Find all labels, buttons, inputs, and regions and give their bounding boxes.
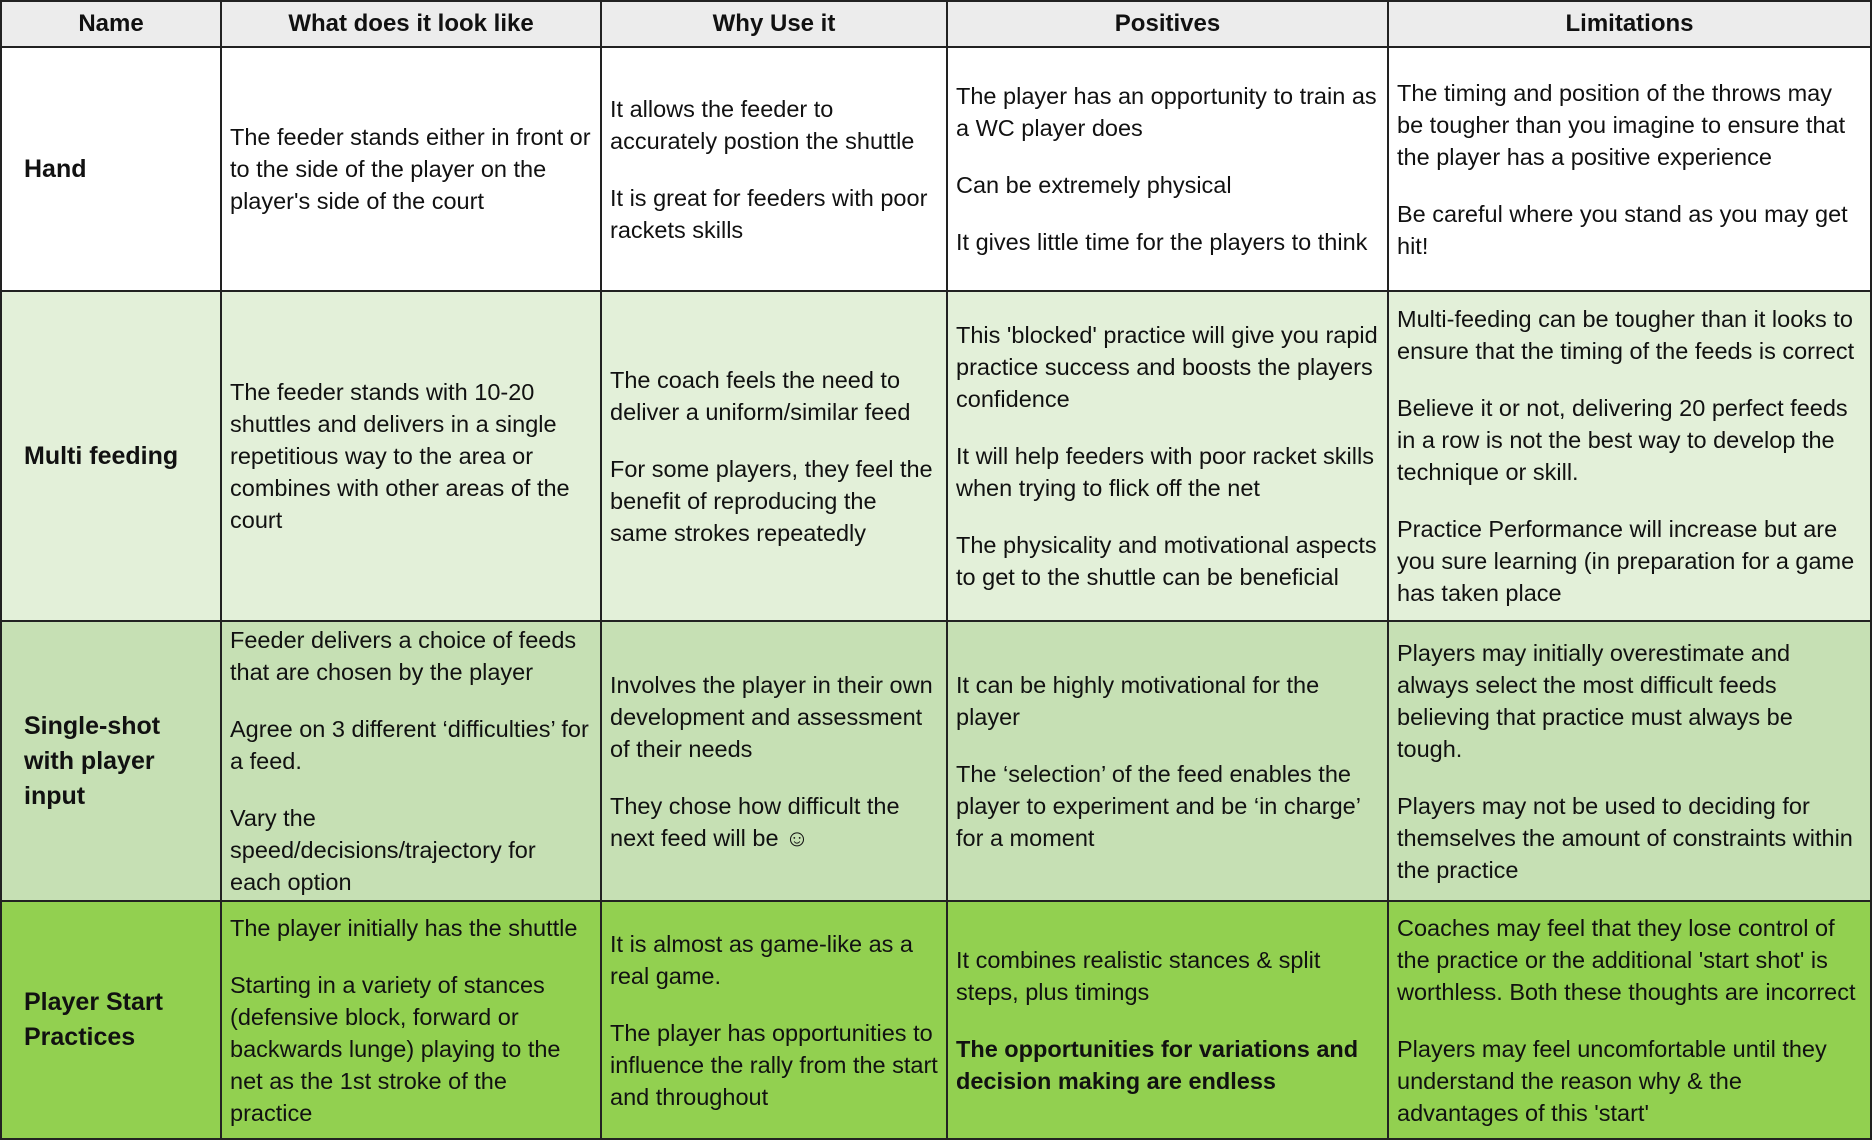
row-name: Single-shot with player input [1, 621, 221, 901]
header-limitations: Limitations [1388, 1, 1871, 47]
cell-text: This 'blocked' practice will give you rapid practice success and boosts the players confidence [956, 322, 1378, 412]
cell-text: Players may not be used to deciding for themselves the amount of constraints within the practice [1397, 792, 1853, 883]
cell-text: Can be extremely physical [956, 172, 1232, 198]
row-name: Hand [1, 47, 221, 291]
cell-text: Practice Performance will increase but are you sure learning (in preparation for a game has taken place [1397, 516, 1855, 606]
cell-positives [947, 621, 1388, 901]
cell-text: The physicality and motivational aspects to get to the shuttle can be beneficial [956, 532, 1377, 590]
header-why: Why Use it [601, 1, 947, 47]
cell-limitations [1388, 291, 1871, 621]
header-name: Name [1, 1, 221, 47]
cell-text: Starting in a variety of stances (defensive block, forward or backwards lunge) playing to the net as the 1st stroke of the practice [230, 971, 561, 1126]
row-name: Multi feeding [1, 291, 221, 621]
cell-text: Coaches may feel that they lose control of the practice or the additional 'start shot' is worthless. Both these thoughts are incorrect [1397, 914, 1856, 1005]
cell-text: Believe it or not, delivering 20 perfect feeds in a row is not the best way to develop the technique or skill. [1397, 395, 1848, 485]
cell-text: It will help feeders with poor racket skills when trying to flick off the net [956, 443, 1374, 501]
cell-text: Be careful where you stand as you may get hit! [1397, 200, 1848, 259]
cell-positives [947, 47, 1388, 291]
cell-why [601, 621, 947, 901]
header-row [1, 1, 1871, 47]
cell-look [221, 47, 601, 291]
table-row-player-start [1, 901, 1871, 1139]
cell-look [221, 621, 601, 901]
cell-why [601, 901, 947, 1139]
cell-text: It is great for feeders with poor rackets skills [610, 184, 928, 243]
cell-text: It is almost as game-like as a real game. [610, 930, 913, 989]
cell-why [601, 291, 947, 621]
cell-text: The feeder stands either in front or to the side of the player on the player's side of the court [230, 124, 591, 214]
cell-text: It gives little time for the players to think [956, 229, 1368, 255]
cell-text: The player has opportunities to influence the rally from the start and throughout [610, 1019, 938, 1110]
cell-limitations [1388, 621, 1871, 901]
cell-text: Multi-feeding can be tougher than it looks to ensure that the timing of the feeds is correct [1397, 306, 1855, 364]
cell-text: The feeder stands with 10-20 shuttles and delivers in a single repetitious way to the area or combines with other areas of the court [230, 379, 570, 533]
cell-text: It can be highly motivational for the player [956, 671, 1320, 730]
cell-text: The player has an opportunity to train as a WC player does [956, 83, 1377, 141]
cell-text: It combines realistic stances & split steps, plus timings [956, 946, 1321, 1005]
cell-text: Involves the player in their own development and assessment of their needs [610, 671, 933, 762]
cell-text: The ‘selection’ of the feed enables the player to experiment and be ‘in charge’ for a moment [956, 760, 1361, 851]
cell-limitations [1388, 47, 1871, 291]
cell-look [221, 291, 601, 621]
row-name: Player Start Practices [1, 901, 221, 1139]
table-row-single-shot [1, 621, 1871, 901]
cell-why [601, 47, 947, 291]
cell-text: The player initially has the shuttle [230, 914, 578, 941]
cell-text: Agree on 3 different ‘difficulties’ for a feed. [230, 716, 589, 774]
cell-text: Players may feel uncomfortable until they understand the reason why & the advantages of this 'start' [1397, 1035, 1827, 1126]
cell-positives [947, 901, 1388, 1139]
cell-text: They chose how difficult the next feed will be ☺ [610, 792, 900, 851]
cell-text: Players may initially overestimate and always select the most difficult feeds believing that practice must always be tough. [1397, 639, 1793, 762]
cell-limitations [1388, 901, 1871, 1139]
cell-text: The coach feels the need to deliver a uniform/similar feed [610, 366, 911, 425]
cell-look [221, 901, 601, 1139]
cell-text-bold: The opportunities for variations and decision making are endless [956, 1035, 1359, 1094]
cell-text: Feeder delivers a choice of feeds that are chosen by the player [230, 627, 577, 685]
cell-text: The timing and position of the throws may be tougher than you imagine to ensure that the player has a positive experience [1397, 79, 1846, 170]
cell-text: For some players, they feel the benefit of reproducing the same strokes repeatedly [610, 455, 933, 546]
table-row-multi-feeding [1, 291, 1871, 621]
table-row-hand [1, 47, 1871, 291]
header-positives: Positives [947, 1, 1388, 47]
header-look: What does it look like [221, 1, 601, 47]
cell-positives [947, 291, 1388, 621]
cell-text: It allows the feeder to accurately postion the shuttle [610, 95, 915, 154]
cell-text: Vary the speed/decisions/trajectory for each option [230, 805, 536, 895]
